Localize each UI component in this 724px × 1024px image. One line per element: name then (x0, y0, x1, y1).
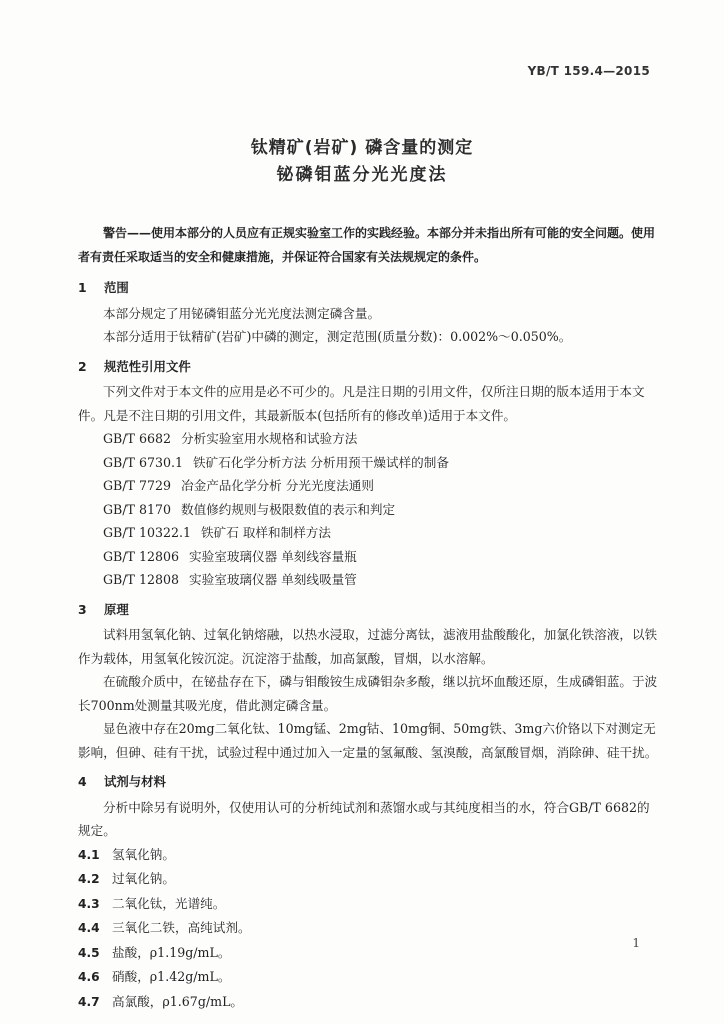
reference-title: 铁矿石化学分析方法 分析用预干燥试样的制备 (193, 454, 449, 470)
section-title: 试剂与材料 (104, 774, 166, 789)
section-number: 3 (78, 601, 87, 617)
paragraph: 下列文件对于本文件的应用是必不可少的。凡是注日期的引用文件，仅所注日期的版本适用于本文件。凡是不注日期的引用文件，其最新版本(包括所有的修改单)适用于本文件。 (78, 384, 645, 423)
paragraph: 本部分规定了用铋磷钼蓝分光光度法测定磷含量。 (103, 305, 381, 321)
item-number: 4.6 (78, 970, 100, 984)
reference-title: 分析实验室用水规格和试验方法 (181, 431, 358, 446)
standard-code: YB/T 159.4—2015 (527, 64, 650, 78)
item-number: 4.1 (78, 847, 100, 862)
page-number: 1 (632, 936, 640, 950)
reference-title: 数值修约规则与极限数值的表示和判定 (181, 501, 396, 517)
reference-code: GB/T 6682 (103, 431, 172, 446)
item-text: 高氯酸，ρ1.67g/mL。 (112, 993, 244, 1009)
item-text: 三氧化二铁，高纯试剂。 (112, 920, 251, 935)
paragraph: 试料用氢氧化钠、过氧化钠熔融，以热水浸取，过滤分离钛，滤液用盐酸酸化，加氯化铁溶液，以铁作为载体，用氢氧化铵沉淀。沉淀溶于盐酸，加高氯酸，冒烟，以水溶解。 (78, 627, 658, 666)
reference-code: GB/T 10322.1 (103, 525, 192, 540)
reference-item (78, 427, 660, 451)
item-number: 4.3 (78, 896, 100, 911)
reference-code: GB/T 12808 (103, 572, 180, 587)
reagent-item (78, 867, 660, 892)
item-text: 盐酸，ρ1.19g/mL。 (112, 944, 231, 960)
document-title-line-1: 钛精矿(岩矿) 磷含量的测定 (250, 138, 474, 158)
reference-code: GB/T 7729 (103, 478, 172, 493)
reference-title: 冶金产品化学分析 分光光度法通则 (181, 478, 374, 493)
reference-item (78, 545, 660, 569)
paragraph: 在硫酸介质中，在铋盐存在下，磷与钼酸铵生成磷钼杂多酸，继以抗坏血酸还原，生成磷钼蓝。于波长700nm处测量其吸光度，借此测定磷含量。 (78, 674, 658, 713)
reference-item (78, 568, 660, 592)
document-title-line-2: 铋磷钼蓝分光光度法 (276, 165, 448, 185)
reference-item (78, 474, 660, 498)
reference-title: 铁矿石 取样和制样方法 (201, 525, 331, 540)
section-heading-principle (78, 598, 660, 622)
warning-paragraph: 警告——使用本部分的人员应有正规实验室工作的实践经验。本部分并未指出所有可能的安全问题。使用者有责任采取适当的安全和健康措施，并保证符合国家有关法规规定的条件。 (78, 226, 656, 264)
item-number: 4.2 (78, 872, 100, 886)
section-title: 规范性引用文件 (104, 358, 191, 374)
section-number: 4 (78, 774, 87, 789)
reference-code: GB/T 12806 (103, 548, 180, 564)
paragraph: 显色液中存在20mg二氧化钛、10mg锰、2mg钴、10mg铜、50mg铁、3mg六价铬以下对测定无影响，但砷、硅有干扰，试验过程中通过加入一定量的氢氟酸、氢溴酸，高氯酸冒烟，消除砷、硅干扰。 (78, 721, 658, 760)
paragraph: 分析中除另有说明外，仅使用认可的分析纯试剂和蒸馏水或与其纯度相当的水，符合GB/T 6682的规定。 (78, 799, 650, 838)
reference-code: GB/T 6730.1 (103, 454, 184, 470)
section-number: 2 (78, 358, 87, 374)
item-number: 4.4 (78, 921, 100, 935)
item-text: 过氧化钠。 (112, 871, 175, 886)
item-number: 4.7 (78, 994, 100, 1009)
item-text: 氢氧化钠。 (112, 846, 175, 862)
section-number: 1 (78, 280, 87, 295)
reagent-item (78, 892, 660, 917)
section-title: 原理 (104, 601, 129, 617)
reagent-item (78, 990, 660, 1015)
reagent-item (78, 916, 660, 941)
section-heading-normative-references (78, 355, 660, 379)
reference-title: 实验室玻璃仪器 单刻线吸量管 (189, 572, 357, 587)
reference-item (78, 521, 660, 545)
reference-code: GB/T 8170 (103, 501, 172, 517)
reference-item (78, 451, 660, 475)
reagent-item (78, 941, 660, 966)
reference-title: 实验室玻璃仪器 单刻线容量瓶 (189, 548, 357, 564)
item-text: 硝酸，ρ1.42g/mL。 (112, 969, 231, 984)
paragraph: 本部分适用于钛精矿(岩矿)中磷的测定，测定范围(质量分数)：0.002%～0.050%。 (103, 329, 572, 344)
document-body (78, 222, 660, 1014)
reagent-item (78, 965, 660, 990)
reference-item (78, 498, 660, 522)
section-heading-reagents (78, 770, 660, 794)
section-heading-scope (78, 276, 660, 300)
reagent-item (78, 843, 660, 868)
item-text: 二氧化钛，光谱纯。 (112, 895, 226, 911)
section-title: 范围 (104, 280, 129, 295)
item-number: 4.5 (78, 945, 100, 960)
